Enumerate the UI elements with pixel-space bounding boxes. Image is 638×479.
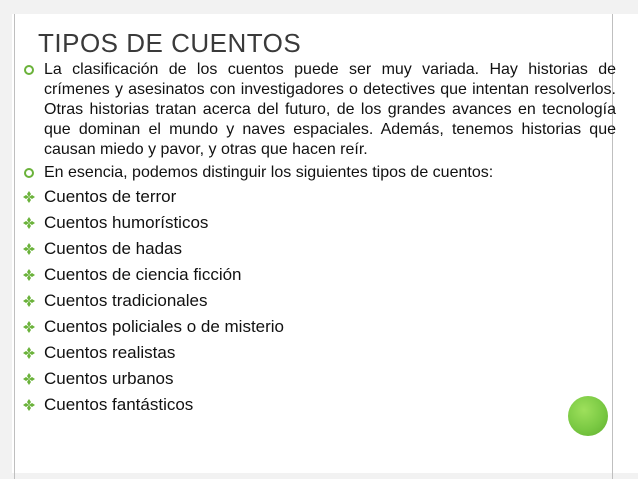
ring-bullet-icon (24, 168, 34, 178)
four-diamond-bullet-icon (22, 210, 36, 236)
list-item (22, 288, 616, 314)
story-types-list (22, 184, 616, 418)
four-diamond-bullet-icon (22, 236, 36, 262)
list-item-label: Cuentos de terror (44, 187, 177, 206)
intro-paragraph-text: La clasificación de los cuentos puede ser muy variada. Hay historias de crímenes y asesinatos con investigadores o detectives que intentan resolverlos. Otras historias tratan acerca del futuro, de los grandes avances en tecnología que dominan el mundo y naves espaciales. Además, tenemos historias que causan miedo y pavor, y otras que hacen reír. (44, 61, 616, 158)
list-item-label: Cuentos humorísticos (44, 213, 209, 232)
four-diamond-bullet-icon (22, 340, 36, 366)
list-item (22, 184, 616, 210)
four-diamond-bullet-icon (22, 184, 36, 210)
list-item-label: Cuentos tradicionales (44, 291, 208, 310)
list-item-label: Cuentos de hadas (44, 239, 182, 258)
four-diamond-bullet-icon (22, 392, 36, 418)
list-item (22, 392, 616, 418)
frame-top (0, 0, 638, 14)
list-item-label: Cuentos de ciencia ficción (44, 265, 242, 284)
list-item (22, 366, 616, 392)
intro-paragraph-text: En esencia, podemos distinguir los siguientes tipos de cuentos: (44, 164, 494, 181)
four-diamond-bullet-icon (22, 288, 36, 314)
slide-title: TIPOS DE CUENTOS (38, 28, 302, 58)
intro-paragraph-2 (22, 163, 616, 183)
ring-bullet-icon (24, 65, 34, 75)
list-item (22, 236, 616, 262)
list-item (22, 262, 616, 288)
slide-content (22, 60, 616, 418)
list-item (22, 340, 616, 366)
list-item (22, 210, 616, 236)
left-rule (14, 14, 15, 479)
list-item-label: Cuentos urbanos (44, 369, 174, 388)
list-item-label: Cuentos realistas (44, 343, 176, 362)
four-diamond-bullet-icon (22, 366, 36, 392)
frame-bottom (0, 473, 638, 479)
four-diamond-bullet-icon (22, 314, 36, 340)
intro-paragraph-1 (22, 60, 616, 160)
list-item-label: Cuentos fantásticos (44, 395, 194, 414)
list-item (22, 314, 616, 340)
four-diamond-bullet-icon (22, 262, 36, 288)
list-item-label: Cuentos policiales o de misterio (44, 317, 285, 336)
frame-left (0, 0, 12, 479)
